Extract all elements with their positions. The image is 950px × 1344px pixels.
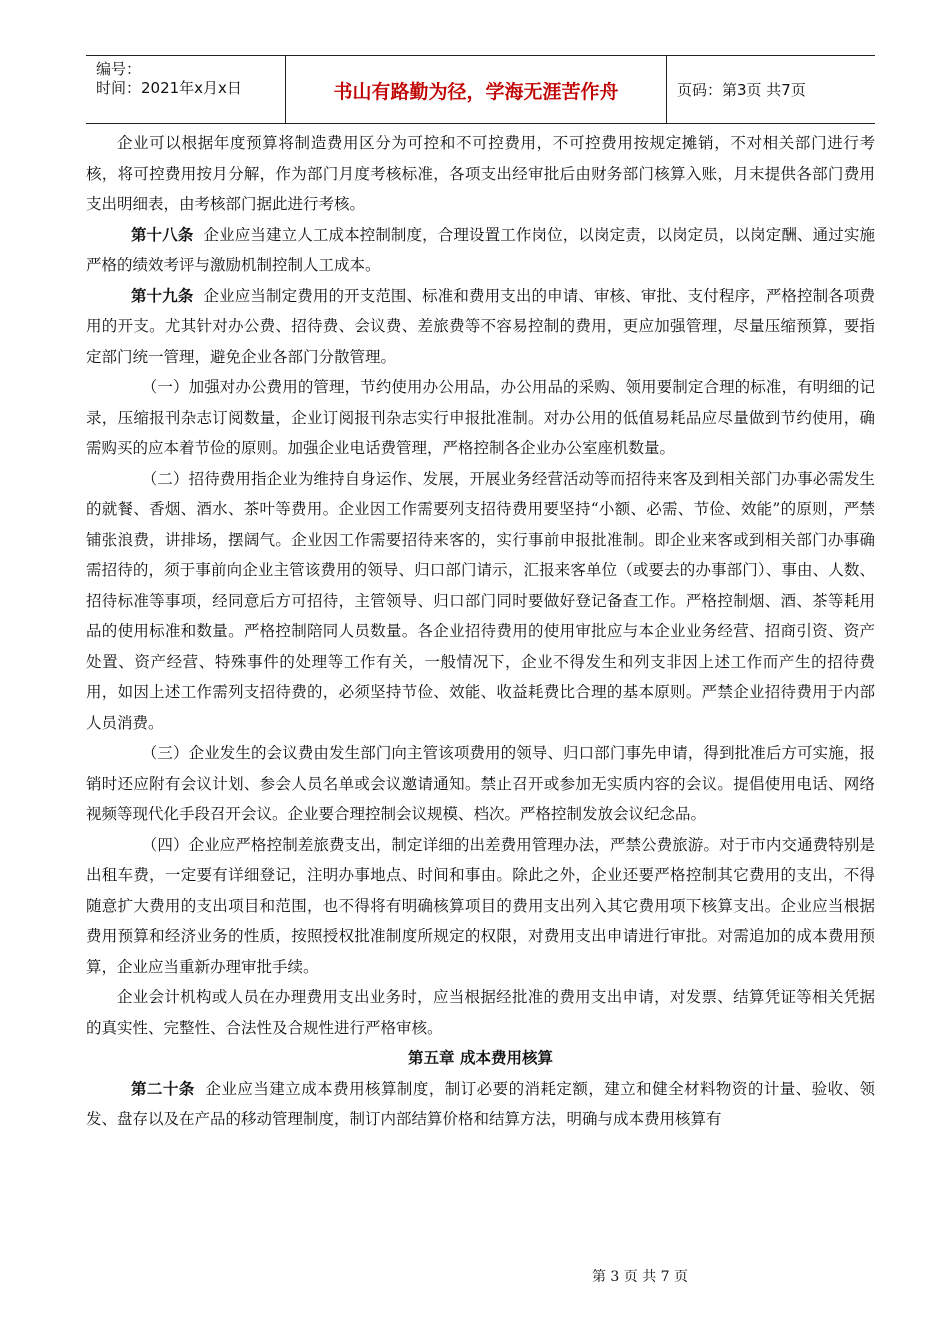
header-page-number: 页码：第3页 共7页: [677, 81, 806, 99]
paragraph-manufacturing-costs: 企业可以根据年度预算将制造费用区分为可控和不可控费用，不可控费用按规定摊销，不对相关部门进行考核，将可控费用按月分解，作为部门月度考核标准，各项支出经审批后由财务部门核算入账，月末提供各部门费用支出明细表，由考核部门据此进行考核。: [86, 134, 875, 213]
item-travel-expenses: （四）企业应严格控制差旅费支出，制定详细的出差费用管理办法，严禁公费旅游。对于市内交通费特别是出租车费，一定要有详细登记，注明办事地点、时间和事由。除此之外，企业还要严格控制其它费用的支出，不得随意扩大费用的支出项目和范围，也不得将有明确核算项目的费用支出列入其它费用项下核算支出。企业应当根据费用预算和经济业务的性质，按照授权批准制度所规定的权限，对费用支出申请进行审批。对需追加的成本费用预算，企业应当重新办理审批手续。: [86, 835, 875, 976]
page-header: [86, 55, 875, 124]
page-footer: 第 3 页 共 7 页: [591, 1269, 689, 1285]
document-number: 编号：: [96, 60, 142, 78]
header-meta: [86, 56, 286, 123]
header-motto-cell: [286, 56, 667, 123]
item-meeting-expenses: （三）企业发生的会议费由发生部门向主管该项费用的领导、归口部门事先申请，得到批准后方可实施，报销时还应附有会议计划、参会人员名单或会议邀请通知。禁止召开或参加无实质内容的会议。提倡使用电话、网络视频等现代化手段召开会议。企业要合理控制会议规模、档次。严格控制发放会议纪念品。: [86, 744, 875, 823]
item-entertainment-expenses: （二）招待费用指企业为维持自身运作、发展，开展业务经营活动等而招待来客及到相关部门办事必需发生的就餐、香烟、酒水、茶叶等费用。企业因工作需要列支招待费用要坚持“小额、必需、节俭、效能”的原则，严禁铺张浪费，讲排场，摆阔气。企业因工作需要招待来客的，实行事前申报批准制。即企业来客或到相关部门办事确需招待的，须于事前向企业主管该费用的领导、归口部门请示，汇报来客单位（或要去的办事部门）、事由、人数、招待标准等事项，经同意后方可招待，主管领导、归口部门同时要做好登记备查工作。严格控制烟、酒、茶等耗用品的使用标准和数量。严格控制陪同人员数量。各企业招待费用的使用审批应与本企业业务经营、招商引资、资产处置、资产经营、特殊事件的处理等工作有关，一般情况下，企业不得发生和列支非因上述工作而产生的招待费用，如因上述工作需列支招待费的，必须坚持节俭、效能、收益耗费比合理的基本原则。严禁企业招待费用于内部人员消费。: [86, 469, 875, 732]
article-19-title: 第十九条: [130, 286, 194, 305]
document-body: [86, 128, 875, 1135]
header-page-cell: [667, 56, 875, 123]
article-20: [86, 1074, 875, 1135]
article-18-text: 企业应当建立人工成本控制制度，合理设置工作岗位，以岗定责，以岗定员，以岗定酬、通过实施严格的绩效考评与激励机制控制人工成本。: [86, 225, 875, 274]
article-20-title: 第二十条: [130, 1079, 195, 1098]
article-18-title: 第十八条: [130, 225, 194, 244]
document-date: 时间：2021年x月x日: [96, 79, 242, 97]
header-motto: 书山有路勤为径，学海无涯苦作舟: [333, 81, 619, 103]
item-office-expenses: （一）加强对办公费用的管理，节约使用办公用品，办公用品的采购、领用要制定合理的标准，有明细的记录，压缩报刊杂志订阅数量，企业订阅报刊杂志实行申报批准制。对办公用的低值易耗品应尽量做到节约使用，确需购买的应本着节俭的原则。加强企业电话费管理，严格控制各企业办公室座机数量。: [86, 378, 875, 457]
chapter-5-heading: 第五章 成本费用核算: [408, 1049, 553, 1067]
paragraph-accounting-review: 企业会计机构或人员在办理费用支出业务时，应当根据经批准的费用支出申请，对发票、结算凭证等相关凭据的真实性、完整性、合法性及合规性进行严格审核。: [86, 988, 875, 1037]
article-19: [86, 281, 875, 373]
article-20-text: 企业应当建立成本费用核算制度，制订必要的消耗定额，建立和健全材料物资的计量、验收、领发、盘存以及在产品的移动管理制度，制订内部结算价格和结算方法，明确与成本费用核算有: [86, 1079, 875, 1128]
article-19-text: 企业应当制定费用的开支范围、标准和费用支出的申请、审核、审批、支付程序，严格控制各项费用的开支。尤其针对办公费、招待费、会议费、差旅费等不容易控制的费用，更应加强管理，尽量压缩预算，要指定部门统一管理，避免企业各部门分散管理。: [86, 286, 875, 366]
article-18: [86, 220, 875, 281]
